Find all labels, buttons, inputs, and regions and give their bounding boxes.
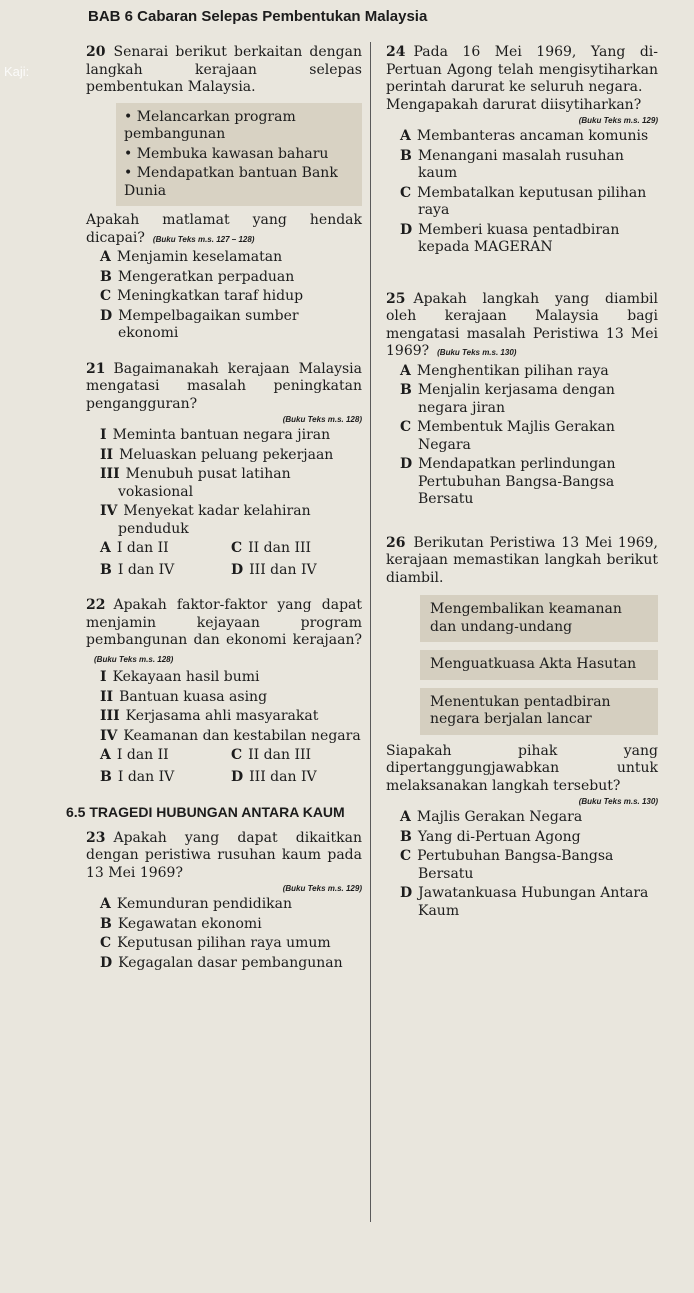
textbook-ref: (Buku Teks m.s. 127 – 128) bbox=[152, 234, 255, 244]
option-c[interactable]: C II dan III bbox=[231, 747, 312, 763]
chapter-header: BAB 6 Cabaran Selepas Pembentukan Malaysia bbox=[88, 8, 428, 25]
question-20 bbox=[86, 44, 362, 343]
option-d[interactable]: D Mendapatkan perlindungan Pertubuhan Bangsa-Bangsa Bersatu bbox=[400, 456, 616, 507]
statement-item: IV Menyekat kadar kelahiran penduduk bbox=[100, 503, 311, 537]
option-a[interactable]: A Membanteras ancaman komunis bbox=[400, 128, 649, 144]
textbook-ref: (Buku Teks m.s. 128) bbox=[282, 415, 362, 424]
textbook-ref: (Buku Teks m.s. 130) bbox=[578, 797, 658, 806]
option-d[interactable]: D III dan IV bbox=[231, 561, 317, 578]
section-heading: 6.5 TRAGEDI HUBUNGAN ANTARA KAUM bbox=[66, 804, 345, 820]
option-d[interactable]: D Kegagalan dasar pembangunan bbox=[100, 954, 343, 971]
question-21 bbox=[86, 361, 362, 580]
left-column bbox=[66, 44, 362, 990]
question-stem: Bagaimanakah kerajaan Malaysia mengatasi masalah peningkatan pengangguran? bbox=[86, 360, 362, 412]
option-c[interactable]: C II dan III bbox=[231, 540, 312, 556]
option-a[interactable]: A I dan II bbox=[100, 540, 169, 556]
answer-grid bbox=[100, 747, 362, 786]
option-b[interactable]: B Menangani masalah rusuhan kaum bbox=[400, 147, 624, 181]
question-stem: Senarai berikut berkaitan dengan langkah kerajaan selepas pembentukan Malaysia. bbox=[86, 44, 362, 95]
question-stem: Apakah langkah yang diambil oleh kerajaan Malaysia bagi mengatasi masalah Peristiwa 13 Mei 1969? bbox=[386, 290, 658, 359]
stimulus-box: Menguatkuasa Akta Hasutan bbox=[420, 650, 658, 680]
option-b[interactable]: B Yang di-Pertuan Agong bbox=[400, 828, 581, 845]
statement-item: II Meluaskan peluang pekerjaan bbox=[100, 446, 334, 463]
bullet-item: • Membuka kawasan baharu bbox=[124, 145, 329, 162]
option-b[interactable]: B Kegawatan ekonomi bbox=[100, 915, 262, 932]
textbook-ref: (Buku Teks m.s. 130) bbox=[437, 348, 517, 357]
option-c[interactable]: C Meningkatkan taraf hidup bbox=[100, 288, 304, 304]
option-a[interactable]: A Menjamin keselamatan bbox=[100, 249, 283, 265]
option-b[interactable]: B Mengeratkan perpaduan bbox=[100, 268, 295, 285]
bullet-item: • Melancarkan program pembangunan bbox=[124, 108, 296, 142]
question-number: 23 bbox=[86, 829, 106, 846]
textbook-ref: (Buku Teks m.s. 129) bbox=[578, 116, 658, 125]
statement-item: I Kekayaan hasil bumi bbox=[100, 669, 260, 685]
question-25 bbox=[386, 291, 658, 509]
option-b[interactable]: B I dan IV bbox=[100, 768, 175, 785]
question-24 bbox=[386, 44, 658, 257]
question-number: 21 bbox=[86, 360, 106, 377]
option-d[interactable]: D Jawatankuasa Hubungan Antara Kaum bbox=[400, 885, 649, 919]
question-26 bbox=[386, 535, 658, 921]
statement-item: II Bantuan kuasa asing bbox=[100, 688, 268, 705]
option-c[interactable]: C Membentuk Majlis Gerakan Negara bbox=[400, 419, 615, 453]
option-d[interactable]: D Mempelbagaikan sumber ekonomi bbox=[100, 307, 299, 341]
question-stem: Apakah faktor-faktor yang dapat menjamin kejayaan program pembangunan dan ekonomi kerajaan? bbox=[86, 597, 362, 648]
stimulus-box bbox=[116, 103, 362, 207]
stimulus-box: Mengembalikan keamanan dan undang-undang bbox=[420, 595, 658, 642]
answer-grid bbox=[100, 540, 362, 579]
option-a[interactable]: A Majlis Gerakan Negara bbox=[400, 809, 583, 825]
question-prompt: Siapakah pihak yang dipertanggungjawabkan untuk melaksanakan langkah tersebut? bbox=[386, 742, 658, 794]
bullet-item: • Mendapatkan bantuan Bank Dunia bbox=[124, 165, 338, 199]
option-a[interactable]: A I dan II bbox=[100, 747, 169, 763]
right-column bbox=[386, 44, 658, 938]
question-stem: Pada 16 Mei 1969, Yang di-Pertuan Agong telah mengisytiharkan perintah darurat ke seluruh negara. bbox=[386, 44, 658, 95]
question-stem: Apakah yang dapat dikaitkan dengan peristiwa rusuhan kaum pada 13 Mei 1969? bbox=[86, 829, 362, 881]
statement-item: III Menubuh pusat latihan vokasional bbox=[100, 466, 291, 500]
option-c[interactable]: C Pertubuhan Bangsa-Bangsa Bersatu bbox=[400, 848, 614, 882]
question-stem: Berikutan Peristiwa 13 Mei 1969, kerajaan memastikan langkah berikut diambil. bbox=[386, 534, 658, 586]
question-number: 26 bbox=[386, 534, 406, 551]
question-22 bbox=[86, 597, 362, 786]
margin-note: Kaji: bbox=[4, 64, 30, 79]
option-d[interactable]: D III dan IV bbox=[231, 768, 317, 785]
textbook-ref: (Buku Teks m.s. 128) bbox=[94, 654, 174, 664]
textbook-ref: (Buku Teks m.s. 129) bbox=[282, 884, 362, 893]
option-a[interactable]: A Menghentikan pilihan raya bbox=[400, 362, 609, 379]
column-divider bbox=[370, 42, 371, 1222]
option-a[interactable]: A Kemunduran pendidikan bbox=[100, 896, 293, 912]
question-number: 22 bbox=[86, 597, 106, 613]
question-number: 24 bbox=[386, 44, 406, 60]
question-prompt: Apakah matlamat yang hendak dicapai? bbox=[86, 212, 362, 246]
statement-item: III Kerjasama ahli masyarakat bbox=[100, 708, 319, 724]
question-number: 20 bbox=[86, 44, 106, 60]
stimulus-box: Menentukan pentadbiran negara berjalan lancar bbox=[420, 688, 658, 735]
statement-item: I Meminta bantuan negara jiran bbox=[100, 427, 331, 443]
option-b[interactable]: B I dan IV bbox=[100, 561, 175, 578]
question-number: 25 bbox=[386, 290, 406, 307]
question-prompt: Mengapakah darurat diisytiharkan? bbox=[386, 96, 642, 113]
statement-item: IV Keamanan dan kestabilan negara bbox=[100, 727, 361, 744]
option-d[interactable]: D Memberi kuasa pentadbiran kepada MAGERAN bbox=[400, 221, 620, 255]
question-23 bbox=[86, 830, 362, 973]
option-c[interactable]: C Membatalkan keputusan pilihan raya bbox=[400, 184, 647, 218]
option-b[interactable]: B Menjalin kerjasama dengan negara jiran bbox=[400, 382, 615, 416]
option-c[interactable]: C Keputusan pilihan raya umum bbox=[100, 935, 331, 951]
